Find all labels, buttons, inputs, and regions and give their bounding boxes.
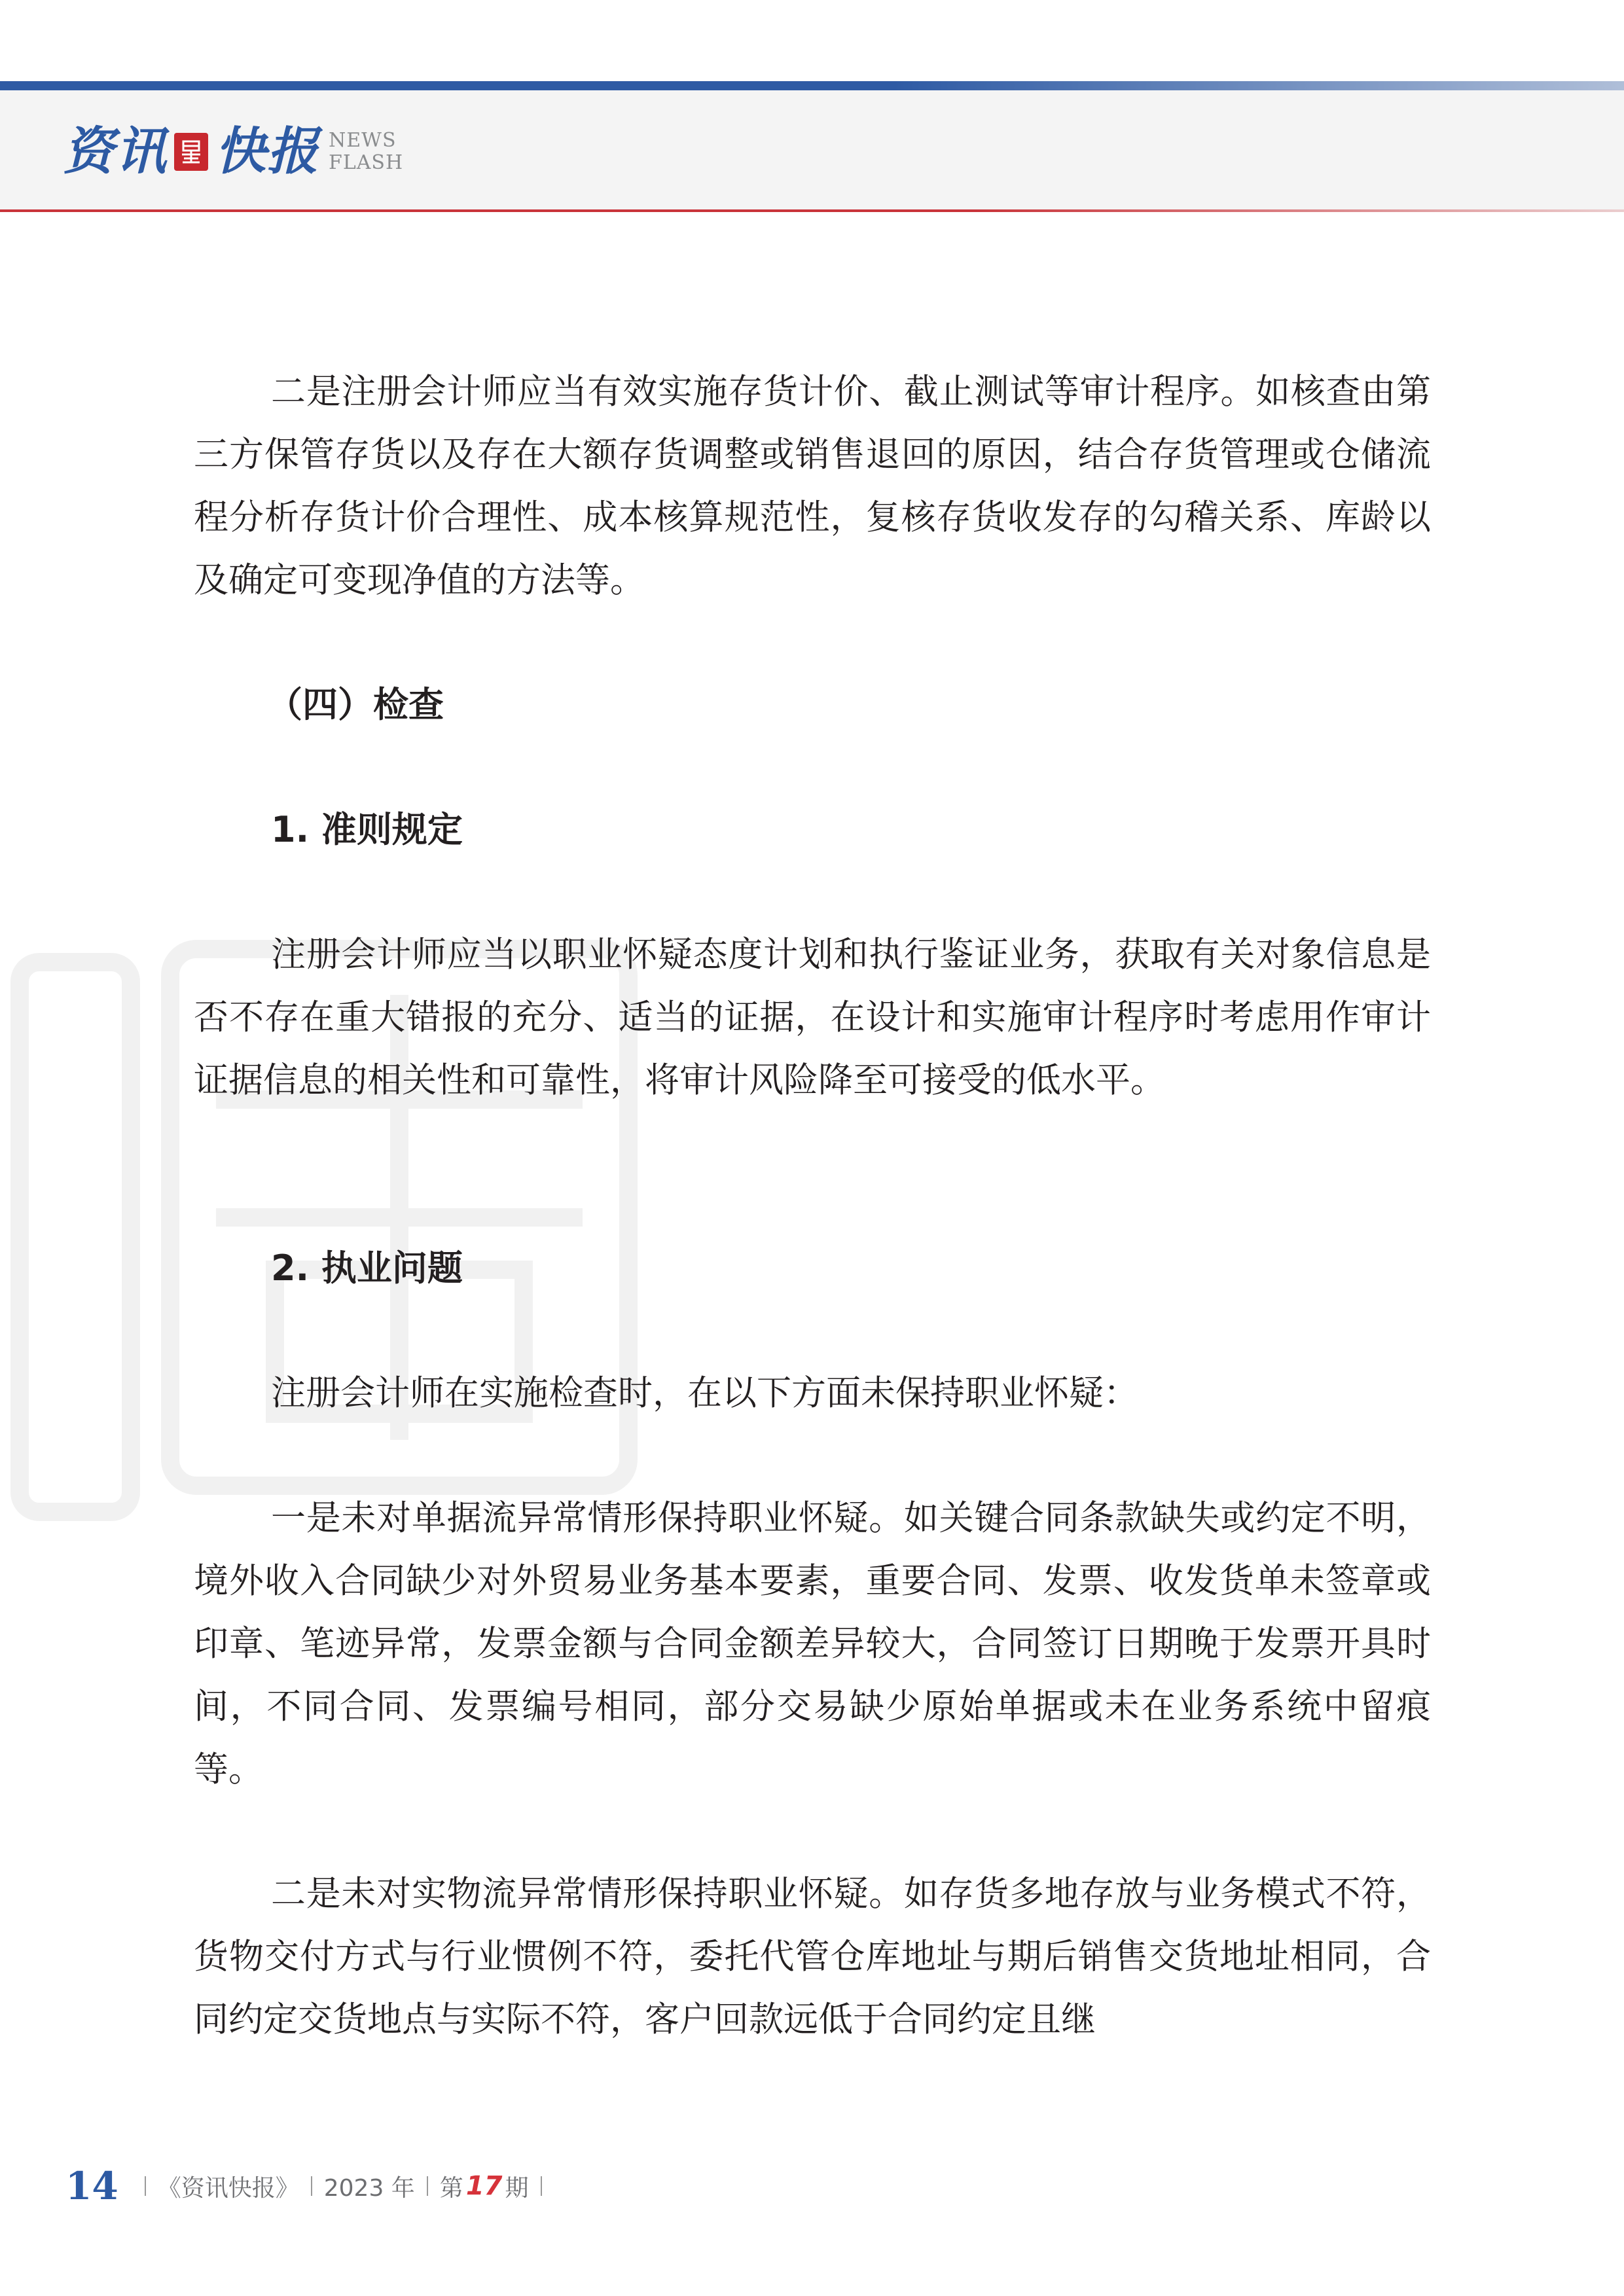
footer-issue-suffix: 期 — [505, 2174, 529, 2202]
footer-divider — [427, 2176, 428, 2196]
logo-title-left: 资讯 — [63, 122, 168, 181]
subheading-practice-issues: 2. 执业问题 — [271, 1247, 463, 1289]
subheading-standards: 1. 准则规定 — [271, 809, 463, 850]
footer-divider — [311, 2176, 312, 2196]
logo-title-right: 快报 — [215, 122, 320, 181]
header-blue-rule — [0, 81, 1624, 90]
footer-divider — [145, 2176, 146, 2196]
logo-english-line-2: FLASH — [329, 151, 404, 174]
footer-divider — [541, 2176, 542, 2196]
logo-english — [329, 130, 403, 174]
footer-publication: 《资讯快报》 — [157, 2174, 299, 2202]
paragraph-document-flow: 一是未对单据流异常情形保持职业怀疑。如关键合同条款缺失或约定不明，境外收入合同缺少对外贸易业务基本要素，重要合同、发票、收发货单未签章或印章、笔迹异常，发票金额与合同金额差异较大，合同签订日期晚于发票开具时间，不同合同、发票编号相同，部分交易缺少原始单据或未在业务系统中留痕等。 — [194, 1498, 1431, 1789]
section-heading-inspection: （四）检查 — [267, 684, 444, 725]
footer-issue-prefix: 第 — [439, 2174, 463, 2202]
header-red-rule — [0, 209, 1624, 212]
logo-english-line-1: NEWS — [329, 129, 397, 152]
footer-year: 2023 年 — [323, 2174, 415, 2202]
paragraph-practice-intro: 注册会计师在实施检查时，在以下方面未保持职业怀疑： — [271, 1373, 1138, 1413]
paragraph-inventory-valuation: 二是注册会计师应当有效实施存货计价、截止测试等审计程序。如核查由第三方保管存货以及存在大额存货调整或销售退回的原因，结合存货管理或仓储流程分析存货计价合理性、成本核算规范性，复核存货收发存的勾稽关系、库龄以及确定可变现净值的方法等。 — [194, 372, 1431, 600]
masthead-logo — [63, 119, 403, 185]
paragraph-physical-flow: 二是未对实物流异常情形保持职业怀疑。如存货多地存放与业务模式不符，货物交付方式与行业惯例不符，委托代管仓库地址与期后销售交货地址相同，合同约定交货地点与实际不符，客户回款远低于合同约定且继 — [194, 1874, 1431, 2039]
paragraph-standards: 注册会计师应当以职业怀疑态度计划和执行鉴证业务，获取有关对象信息是否不存在重大错报的充分、适当的证据，在设计和实施审计程序时考虑用作审计证据信息的相关性和可靠性，将审计风险降至可接受的低水平。 — [194, 935, 1431, 1100]
page-number: 14 — [65, 2164, 118, 2208]
page-footer — [65, 2160, 554, 2212]
footer-issue-number: 17 — [465, 2171, 503, 2201]
seal-icon — [174, 133, 208, 171]
